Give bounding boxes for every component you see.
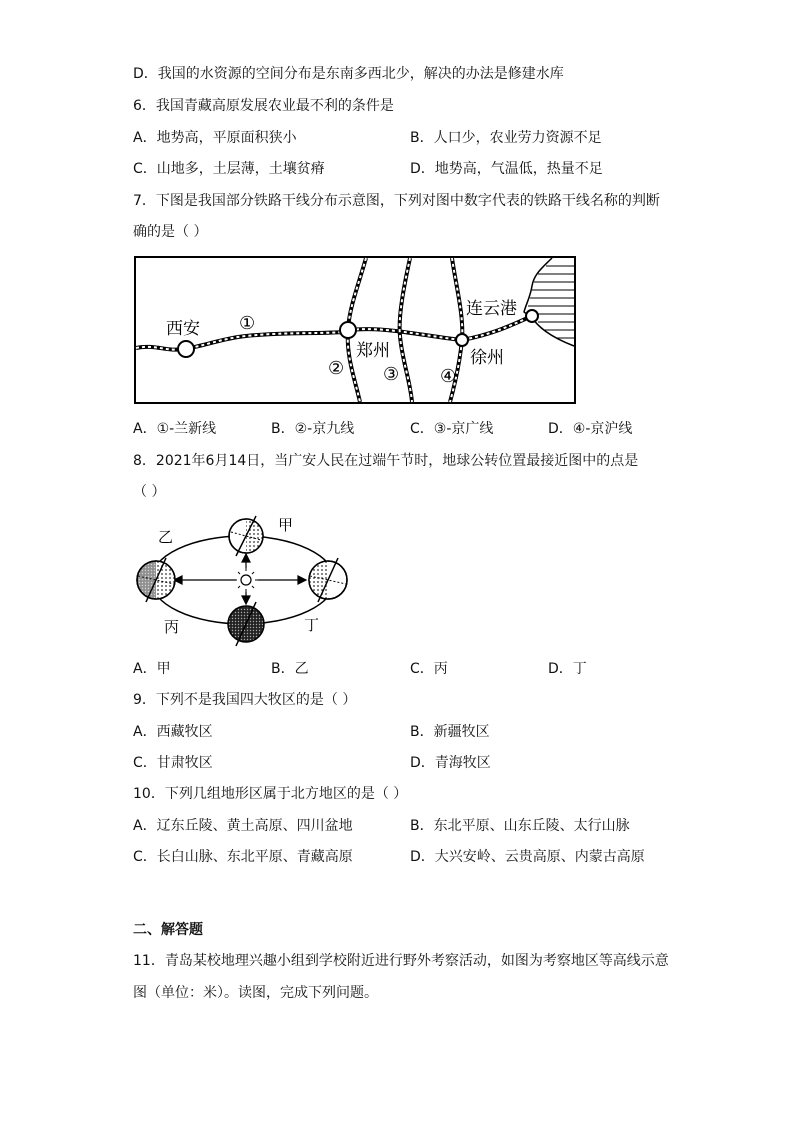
label-xuzhou: 徐州 (470, 348, 504, 368)
label-line-1: ① (239, 313, 256, 334)
label-line-3: ③ (383, 364, 400, 385)
q7-option-b: B．②-京九线 (271, 421, 355, 437)
q11-stem-line1: 11．青岛某校地理兴趣小组到学校附近进行野外考察活动，如图为考察地区等高线示意 (133, 953, 669, 969)
label-yi: 乙 (158, 528, 174, 546)
q6-stem: 6．我国青藏高原发展农业最不利的条件是 (133, 98, 394, 114)
q10-option-d: D．大兴安岭、云贵高原、内蒙古高原 (410, 849, 645, 865)
q8-stem-line1: 8．2021年6月14日，当广安人民在过端午节时，地球公转位置最接近图中的点是 (133, 453, 639, 469)
label-line-2: ② (328, 358, 345, 379)
sun-icon (234, 568, 258, 592)
q10-option-a: A．辽东丘陵、黄土高原、四川盆地 (133, 818, 353, 834)
q7-option-c: C．③-京广线 (410, 421, 494, 437)
q6-option-d: D．地势高，气温低，热量不足 (410, 161, 603, 177)
q6-option-b: B．人口少，农业劳力资源不足 (410, 130, 602, 146)
label-zhengzhou: 郑州 (356, 341, 390, 361)
q8-option-c: C．丙 (410, 661, 448, 677)
section-title: 二、解答题 (133, 922, 203, 938)
earth-left (137, 558, 175, 602)
q9-option-c: C．甘肃牧区 (133, 755, 213, 771)
q8-stem-line2: （ ） (133, 484, 166, 500)
q9-option-d: D．青海牧区 (410, 755, 491, 771)
q9-option-a: A．西藏牧区 (133, 724, 213, 740)
q8-option-a: A．甲 (133, 661, 171, 677)
q9-stem: 9．下列不是我国四大牧区的是（ ） (133, 692, 357, 708)
q10-option-b: B．东北平原、山东丘陵、太行山脉 (410, 818, 630, 834)
q7-stem-line1: 7．下图是我国部分铁路干线分布示意图，下列对图中数字代表的铁路干线名称的判断 (133, 193, 660, 209)
q5-option-d: D．我国的水资源的空间分布是东南多西北少，解决的办法是修建水库 (133, 66, 564, 82)
label-bing: 丙 (164, 618, 180, 636)
station-lianyungang (526, 310, 538, 322)
earth-right (309, 558, 347, 602)
station-xuzhou (456, 334, 468, 346)
sun-arrows (174, 554, 306, 604)
railway-map (134, 256, 576, 404)
q6-option-c: C．山地多，土层薄，土壤贫瘠 (133, 161, 325, 177)
q11-stem-line2: 图（单位：米）。读图，完成下列问题。 (133, 985, 378, 1001)
q8-option-d: D．丁 (548, 661, 587, 677)
label-xian: 西安 (166, 319, 200, 339)
label-jia: 甲 (278, 516, 294, 534)
label-ding: 丁 (304, 616, 320, 634)
q10-option-c: C．长白山脉、东北平原、青藏高原 (133, 849, 353, 865)
q7-option-d: D．④-京沪线 (548, 421, 633, 437)
label-lianyungang: 连云港 (466, 299, 517, 319)
q8-option-b: B．乙 (271, 661, 309, 677)
q9-option-b: B．新疆牧区 (410, 724, 490, 740)
earth-orbit-diagram (132, 512, 354, 652)
q7-stem-line2: 确的是（ ） (133, 224, 208, 240)
label-line-4: ④ (440, 366, 457, 387)
q7-option-a: A．①-兰新线 (133, 421, 217, 437)
station-zhengzhou (340, 322, 356, 338)
station-xian (178, 341, 194, 357)
q6-option-a: A．地势高，平原面积狭小 (133, 130, 297, 146)
earth-top (229, 516, 263, 556)
earth-bottom (228, 602, 264, 646)
q10-stem: 10．下列几组地形区属于北方地区的是（ ） (133, 786, 408, 802)
